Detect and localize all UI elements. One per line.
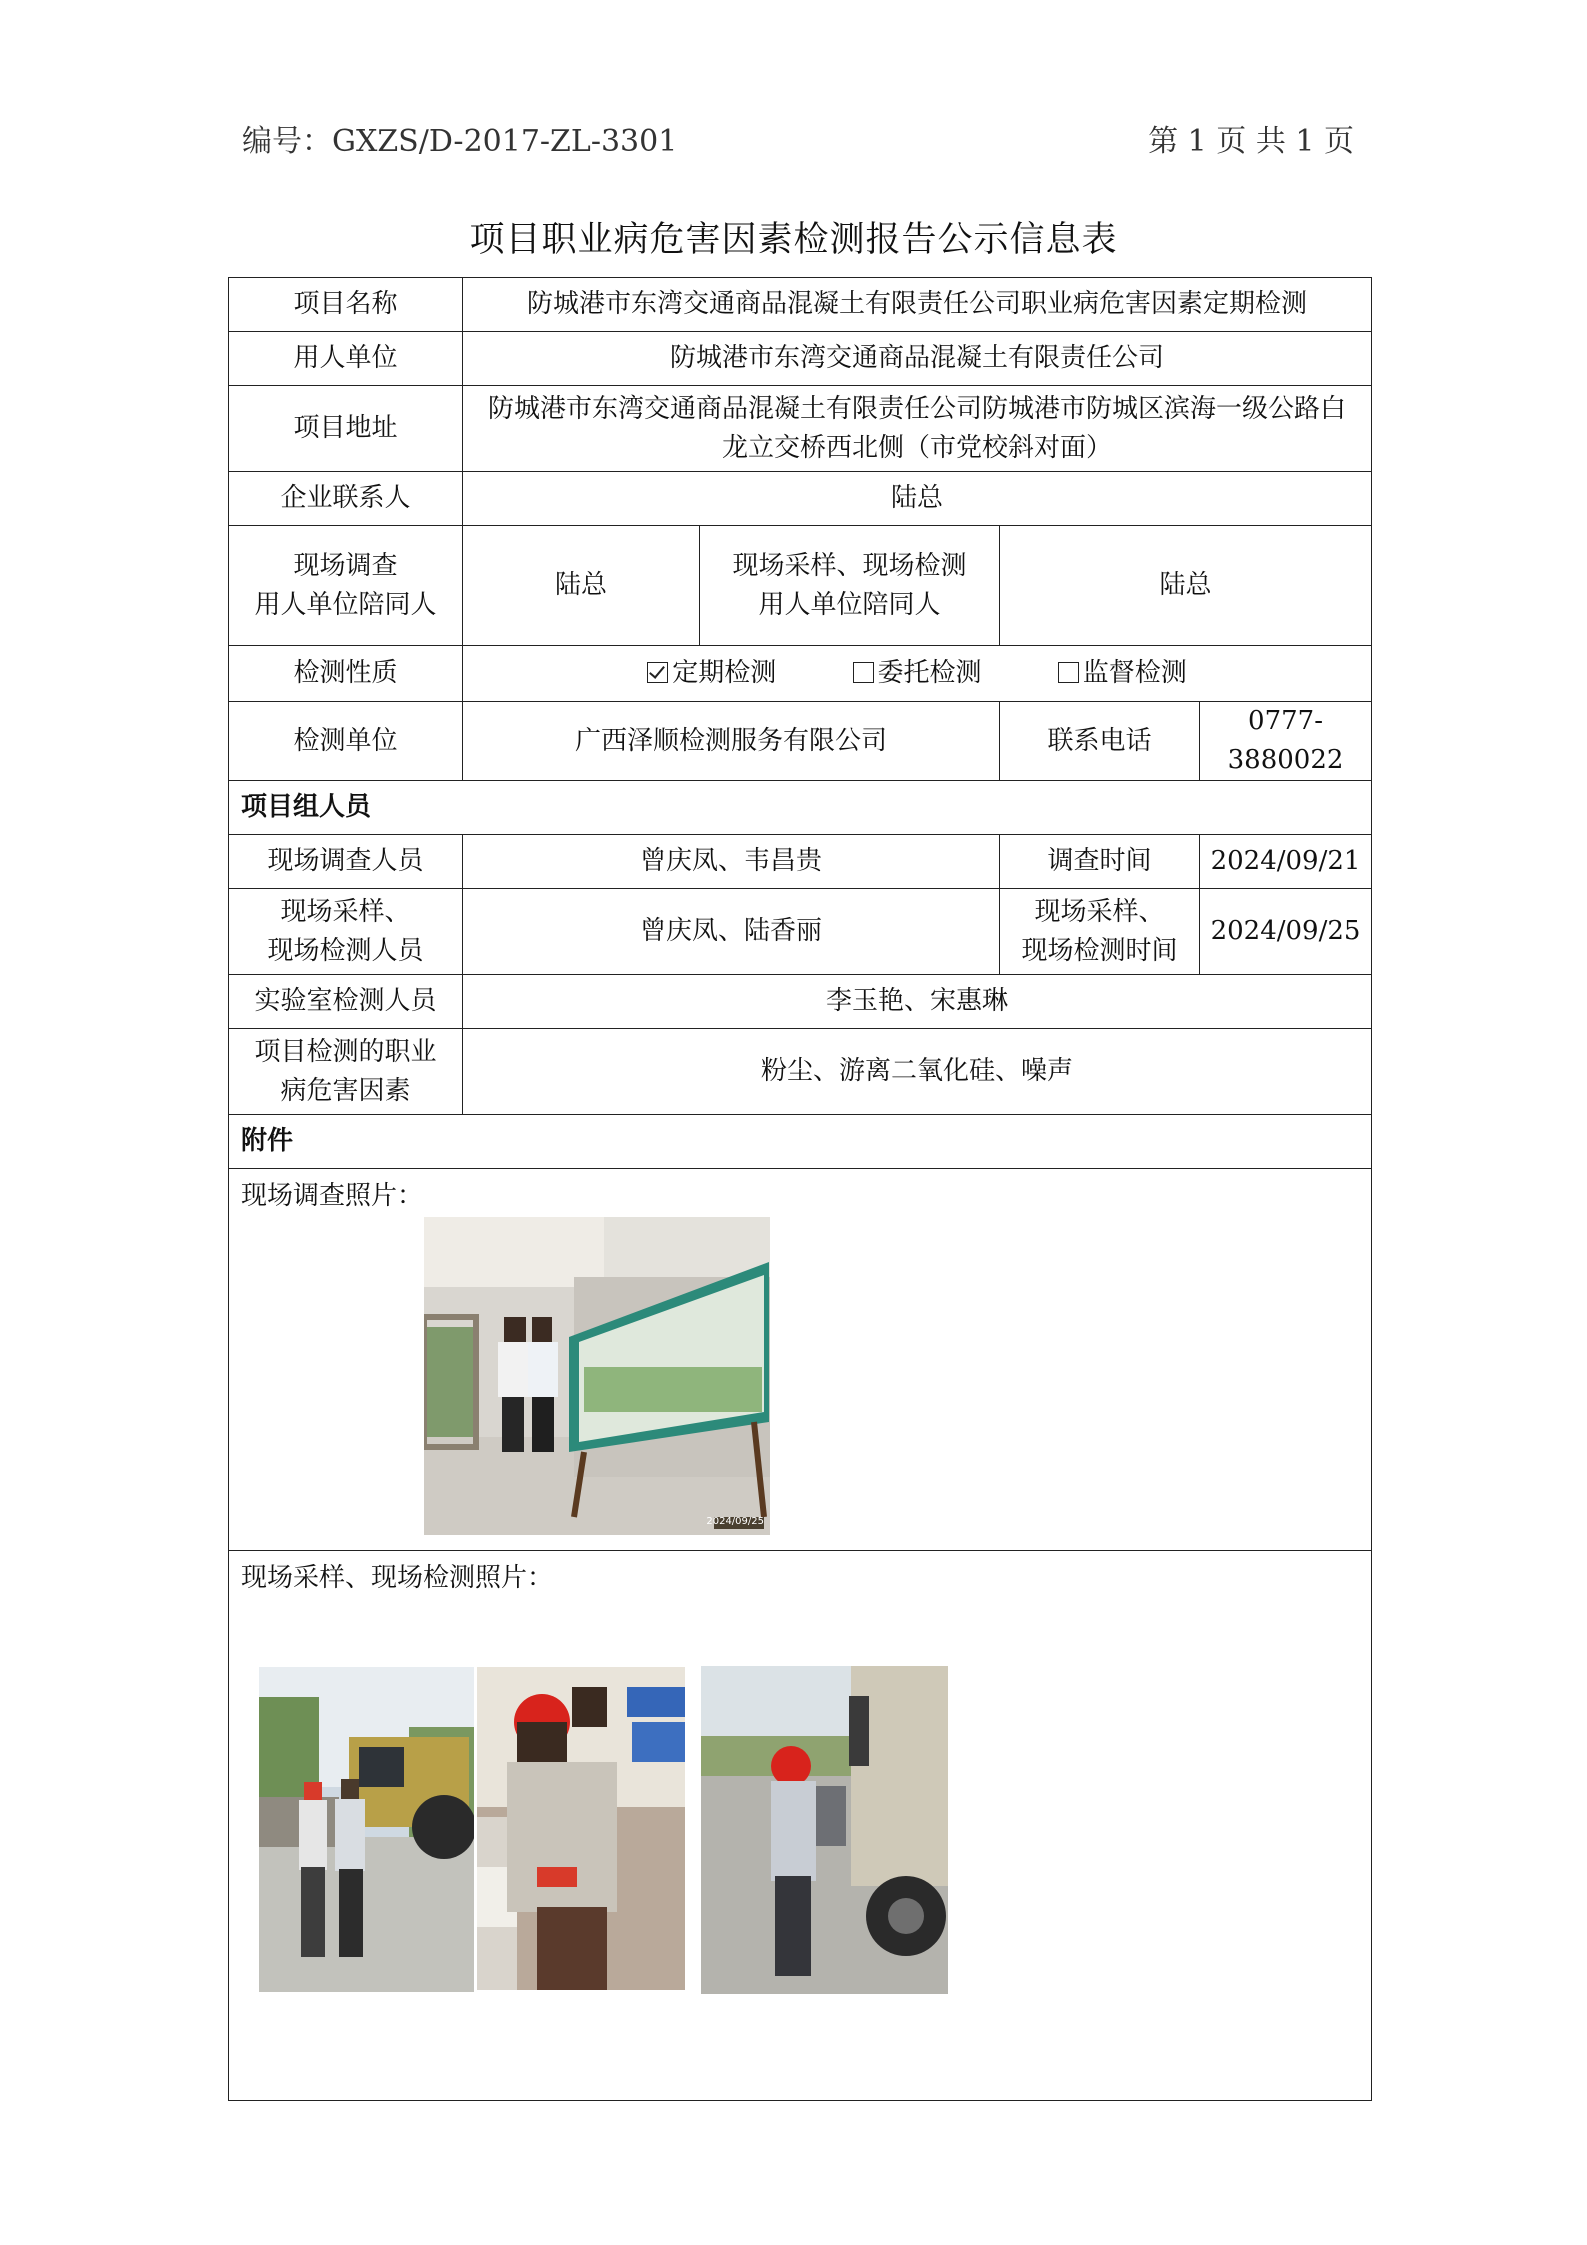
sampling-photo-truck-image — [701, 1666, 948, 1994]
phone-label: 联系电话 — [1000, 702, 1200, 781]
row-contact — [229, 472, 1372, 526]
nature-option-label: 委托检测 — [877, 658, 982, 688]
agency-label: 检测单位 — [229, 702, 463, 781]
sampling-staff-value: 曾庆凤、陆香丽 — [463, 889, 1000, 975]
employer-label: 用人单位 — [229, 332, 463, 386]
checkbox-checked-icon[interactable] — [647, 662, 668, 683]
sampling-time-value: 2024/09/25 — [1200, 889, 1372, 975]
factors-value: 粉尘、游离二氧化硅、噪声 — [463, 1029, 1372, 1115]
page-title: 项目职业病危害因素检测报告公示信息表 — [469, 220, 1118, 260]
sampling-staff-label-line1: 现场采样、 — [280, 896, 411, 927]
nature-option-label: 定期检测 — [672, 658, 777, 688]
sampling-photo-control-room — [477, 1667, 685, 1990]
survey-staff-label: 现场调查人员 — [229, 835, 463, 889]
sampling-photos-label: 现场采样、现场检测照片： — [241, 1563, 554, 1593]
nature-options — [463, 646, 1372, 702]
row-factors — [229, 1029, 1372, 1115]
sampling-escort-label-line2: 用人单位陪同人 — [758, 589, 941, 620]
nature-option-supervision[interactable] — [1058, 654, 1187, 693]
survey-staff-value: 曾庆凤、韦昌贵 — [463, 835, 1000, 889]
survey-escort-label-line2: 用人单位陪同人 — [254, 589, 437, 620]
survey-time-value: 2024/09/21 — [1200, 835, 1372, 889]
row-agency — [229, 702, 1372, 781]
factors-label-line1: 项目检测的职业 — [254, 1036, 437, 1067]
page-number: 第 1 页 共 1 页 — [1148, 124, 1354, 159]
sampling-photos-cell — [229, 1551, 1372, 2101]
sampling-photo-loader — [259, 1667, 474, 1992]
checkbox-empty-icon[interactable] — [853, 662, 874, 683]
survey-escort-value: 陆总 — [463, 526, 700, 646]
phone-value: 0777-3880022 — [1200, 702, 1372, 781]
survey-photos-label: 现场调查照片： — [241, 1181, 424, 1211]
sampling-photo-loader-image — [259, 1667, 474, 1992]
sampling-escort-label — [700, 526, 1000, 646]
row-sampling-staff — [229, 889, 1372, 975]
lab-staff-value: 李玉艳、宋惠琳 — [463, 975, 1372, 1029]
survey-escort-label-line1: 现场调查 — [293, 550, 398, 581]
contact-label: 企业联系人 — [229, 472, 463, 526]
nature-option-periodic[interactable] — [647, 654, 776, 693]
survey-photo-timestamp: 2024/09/25 — [706, 1516, 764, 1527]
sampling-time-label — [1000, 889, 1200, 975]
survey-photo-image — [424, 1217, 770, 1535]
factors-label-line2: 病危害因素 — [280, 1075, 411, 1106]
survey-escort-label — [229, 526, 463, 646]
row-sampling-photos — [229, 1551, 1372, 2101]
row-survey-staff — [229, 835, 1372, 889]
project-name-label: 项目名称 — [229, 278, 463, 332]
survey-time-label: 调查时间 — [1000, 835, 1200, 889]
row-address — [229, 386, 1372, 472]
employer-value: 防城港市东湾交通商品混凝土有限责任公司 — [463, 332, 1372, 386]
sampling-time-label-line1: 现场采样、 — [1034, 896, 1165, 927]
row-lab-staff — [229, 975, 1372, 1029]
project-name-value: 防城港市东湾交通商品混凝土有限责任公司职业病危害因素定期检测 — [463, 278, 1372, 332]
sampling-time-label-line2: 现场检测时间 — [1021, 935, 1178, 966]
survey-photos-cell — [229, 1169, 1372, 1551]
attachments-section-title: 附件 — [229, 1115, 1372, 1169]
team-section-title: 项目组人员 — [229, 781, 1372, 835]
survey-photo — [424, 1217, 770, 1535]
row-survey-photos — [229, 1169, 1372, 1551]
row-escort — [229, 526, 1372, 646]
checkbox-empty-icon[interactable] — [1058, 662, 1079, 683]
sampling-staff-label-line2: 现场检测人员 — [267, 935, 424, 966]
contact-value: 陆总 — [463, 472, 1372, 526]
sampling-escort-label-line1: 现场采样、现场检测 — [732, 550, 967, 581]
row-nature — [229, 646, 1372, 702]
nature-option-entrusted[interactable] — [853, 654, 982, 693]
sampling-escort-value: 陆总 — [1000, 526, 1372, 646]
row-team-section — [229, 781, 1372, 835]
report-serial-number: 编号：GXZS/D-2017-ZL-3301 — [242, 124, 678, 159]
row-attachments-section — [229, 1115, 1372, 1169]
nature-label: 检测性质 — [229, 646, 463, 702]
sampling-photo-truck — [701, 1666, 948, 1994]
row-project-name — [229, 278, 1372, 332]
info-table — [228, 277, 1372, 2101]
lab-staff-label: 实验室检测人员 — [229, 975, 463, 1029]
nature-option-label: 监督检测 — [1082, 658, 1187, 688]
sampling-staff-label — [229, 889, 463, 975]
sampling-photo-control-room-image — [477, 1667, 685, 1990]
address-label: 项目地址 — [229, 386, 463, 472]
row-employer — [229, 332, 1372, 386]
agency-value: 广西泽顺检测服务有限公司 — [463, 702, 1000, 781]
address-value: 防城港市东湾交通商品混凝土有限责任公司防城港市防城区滨海一级公路白龙立交桥西北侧（市党校斜对面） — [463, 386, 1372, 472]
factors-label — [229, 1029, 463, 1115]
